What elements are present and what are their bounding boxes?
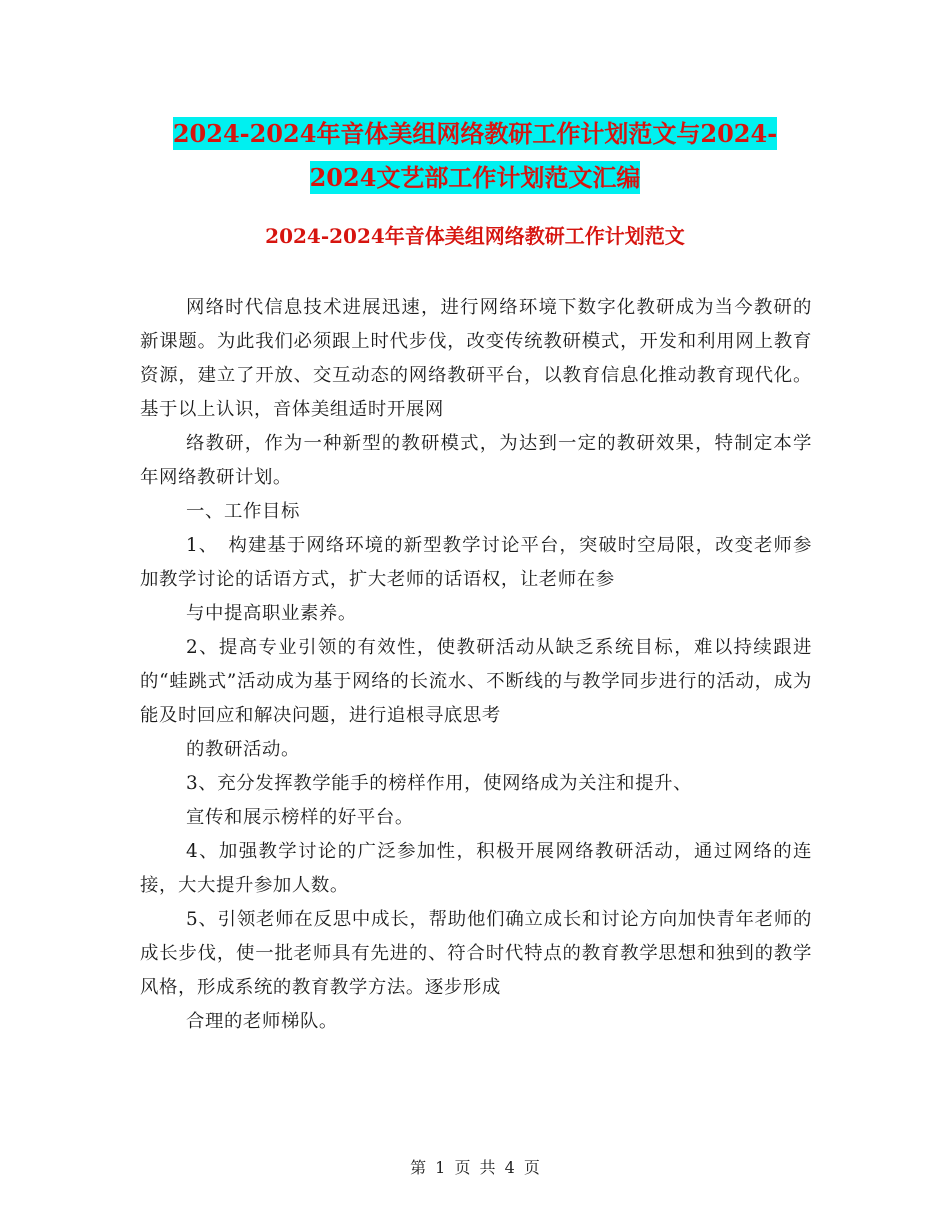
paragraph: 的教研活动。 — [186, 739, 300, 760]
document-body — [140, 291, 812, 1039]
paragraph: 1、 构建基于网络环境的新型教学讨论平台，突破时空局限，改变老师参加教学讨论的话语方式，扩大老师的话语权，让老师在参 — [140, 535, 812, 590]
paragraph: 合理的老师梯队。 — [186, 1011, 338, 1032]
document-title-text: 2024-2024年音体美组网络教研工作计划范文与2024-2024文艺部工作计划范文汇编 — [172, 119, 778, 192]
paragraph: 络教研，作为一种新型的教研模式，为达到一定的教研效果，特制定本学年网络教研计划。 — [140, 433, 812, 488]
paragraph: 网络时代信息技术进展迅速，进行网络环境下数字化教研成为当今教研的新课题。为此我们必须跟上时代步伐，改变传统教研模式，开发和利用网上教育资源，建立了开放、交互动态的网络教研平台，以教育信息化推动教育现代化。基于以上认识，音体美组适时开展网 — [140, 297, 812, 420]
paragraph: 3、充分发挥教学能手的榜样作用，使网络成为关注和提升、 — [186, 773, 693, 794]
paragraph: 与中提高职业素养。 — [186, 603, 357, 624]
page-number-footer: 第 1 页 共 4 页 — [410, 1158, 540, 1177]
document-title — [140, 112, 810, 200]
section-title: 2024-2024年音体美组网络教研工作计划范文 — [265, 224, 685, 248]
paragraph: 5、引领老师在反思中成长，帮助他们确立成长和讨论方向加快青年老师的成长步伐，使一批老师具有先进的、符合时代特点的教育教学思想和独到的教学风格，形成系统的教育教学方法。逐步形成 — [140, 909, 812, 998]
paragraph: 4、加强教学讨论的广泛参加性，积极开展网络教研活动，通过网络的连接，大大提升参加人数。 — [140, 841, 812, 896]
paragraph: 宣传和展示榜样的好平台。 — [186, 807, 414, 828]
paragraph-heading: 一、工作目标 — [186, 501, 300, 522]
paragraph: 2、提高专业引领的有效性，使教研活动从缺乏系统目标，难以持续跟进的“蛙跳式”活动成为基于网络的长流水、不断线的与教学同步进行的活动，成为能及时回应和解决问题，进行追根寻底思考 — [140, 637, 812, 726]
